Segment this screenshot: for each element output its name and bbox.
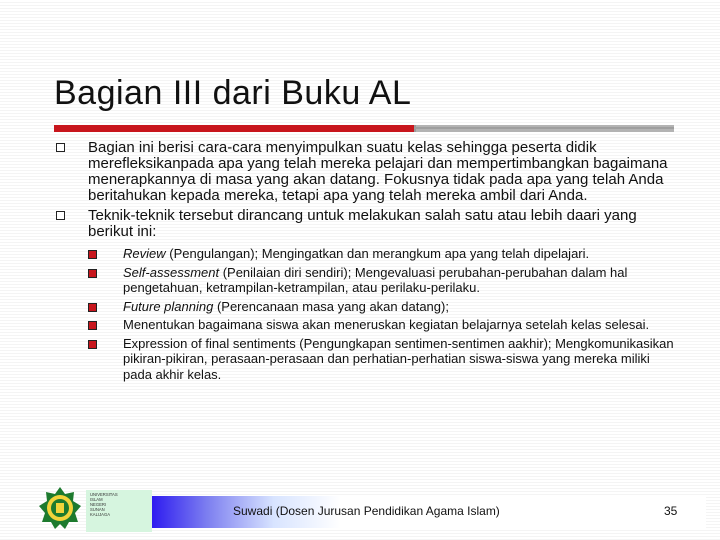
- sub-item-term: Future planning: [123, 298, 214, 314]
- hollow-square-bullet-icon: [56, 143, 65, 152]
- red-square-bullet-icon: [88, 340, 97, 349]
- bullet-text: Teknik-teknik tersebut dirancang untuk melakukan salah satu atau lebih daari yang berikut ini:: [88, 207, 637, 240]
- sub-list-item: [88, 336, 674, 383]
- sub-list-item: [88, 265, 674, 296]
- red-square-bullet-icon: [88, 321, 97, 330]
- red-square-bullet-icon: [88, 269, 97, 278]
- red-square-bullet-icon: [88, 250, 97, 259]
- hollow-square-bullet-icon: [56, 211, 65, 220]
- sub-bullet-list: [88, 246, 674, 382]
- sub-item-term: Review: [123, 246, 166, 261]
- sub-item-text: (Penilaian diri sendiri); Mengevaluasi perubahan-perubahan dalam hal pengetahuan, ketrampilan-ketrampilan, atau perilaku-perilaku.: [123, 264, 628, 295]
- red-square-bullet-icon: [88, 303, 97, 312]
- title-divider: [54, 125, 674, 132]
- list-item: [54, 140, 674, 204]
- sub-item-text: Menentukan bagaimana siswa akan meneruskan kegiatan belajarnya setelah kelas selesai.: [123, 317, 650, 332]
- sub-item-text: (Perencanaan masa yang akan datang);: [213, 298, 449, 314]
- main-bullet-list: [54, 140, 674, 386]
- list-item: [54, 208, 674, 382]
- sub-list-item: [88, 317, 674, 333]
- sub-item-term: Self-assessment: [123, 264, 220, 280]
- sub-item-text: Expression of final sentiments (Pengungkapan sentimen-sentimen aakhir); Mengkomunikasikan pikiran-pikiran, perasaan-perasaan dan perhatian-perhatian siswa-siswa yang mereka miliki pada akhir kelas.: [123, 335, 674, 382]
- sub-list-item: [88, 299, 674, 315]
- slide-title: Bagian III dari Buku AL: [54, 74, 412, 112]
- footer-author: Suwadi (Dosen Jurusan Pendidikan Agama Islam): [233, 504, 500, 518]
- sub-list-item: [88, 246, 674, 262]
- sub-item-text: (Pengulangan); Mengingatkan dan merangkum apa yang telah dipelajari.: [165, 246, 590, 261]
- page-number: 35: [664, 504, 678, 518]
- university-logo-icon: [38, 486, 82, 530]
- bullet-text: Bagian ini berisi cara-cara menyimpulkan suatu kelas sehingga peserta didik merefleksikanpada apa yang telah mereka pelajari dan mempertimbangkan bagaimana menerapkannya di masa yang akan datang. Fokusnya tidak pada apa yang telah Anda beritahukan kepada mereka, tetapi apa yang telah mereka ambil dari Anda.: [88, 139, 668, 204]
- institution-label: UNIVERSITAS ISLAM NEGERI SUNAN KALIJAGA: [86, 490, 152, 532]
